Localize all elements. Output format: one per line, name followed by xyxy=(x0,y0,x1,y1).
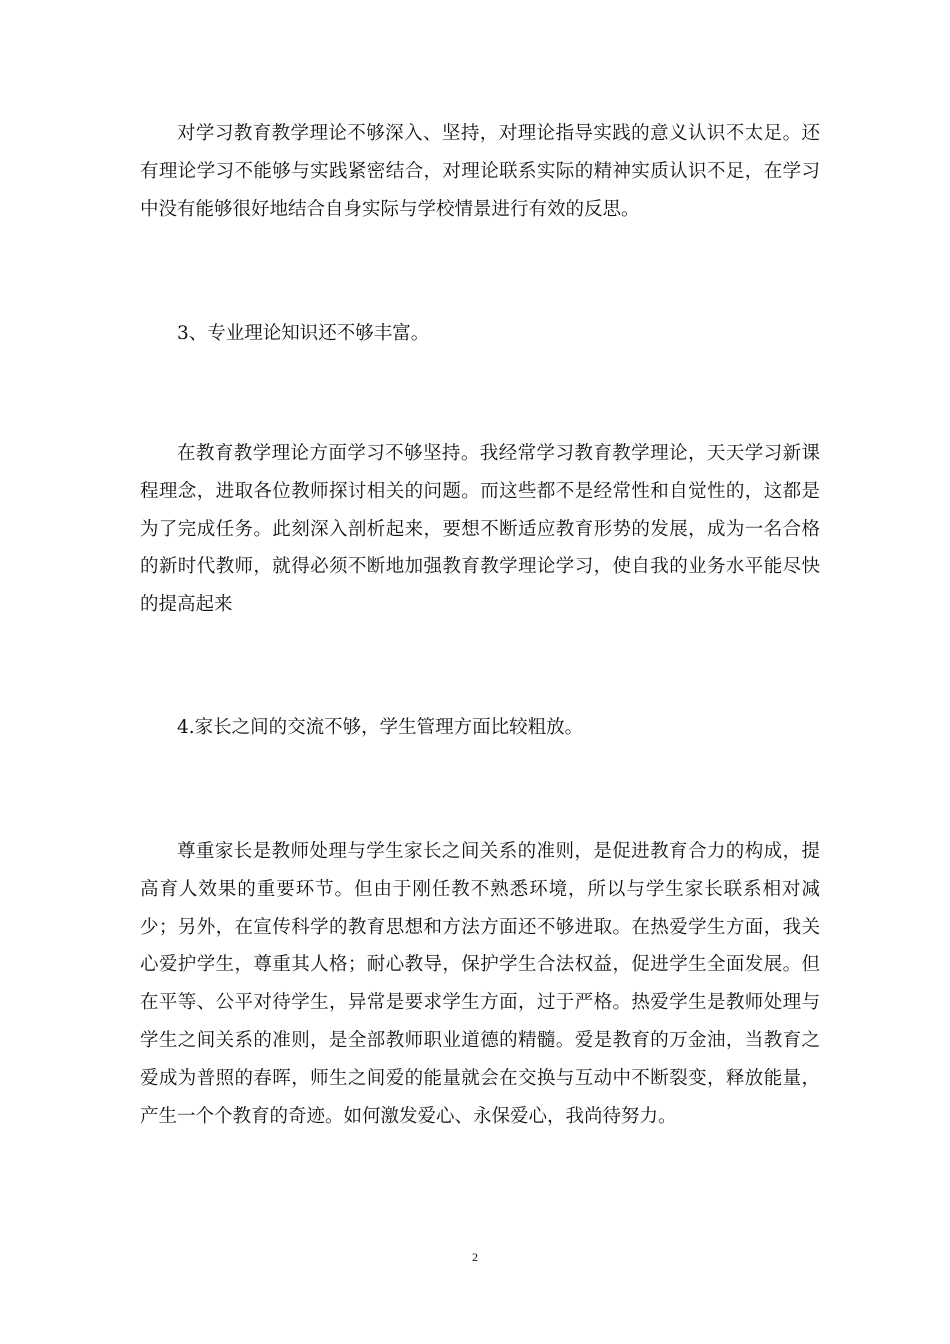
paragraph-parent-communication: 尊重家长是教师处理与学生家长之间关系的准则，是促进教育合力的构成，提高育人效果的重要环节。但由于刚任教不熟悉环境，所以与学生家长联系相对减少；另外，在宣传科学的教育思想和方法方面还不够进取。在热爱学生方面，我关心爱护学生，尊重其人格；耐心教导，保护学生合法权益，促进学生全面发展。但在平等、公平对待学生，异常是要求学生方面，过于严格。热爱学生是教师处理与学生之间关系的准则，是全部教师职业道德的精髓。爱是教育的万金油，当教育之爱成为普照的春晖，师生之间爱的能量就会在交换与互动中不断裂变，释放能量，产生一个个教育的奇迹。如何激发爱心、永保爱心，我尚待努力。 xyxy=(140,841,820,1127)
page-number: 2 xyxy=(472,1250,478,1264)
section-heading-4: 4.家长之间的交流不够，学生管理方面比较粗放。 xyxy=(177,717,584,738)
paragraph-theory-study: 对学习教育教学理论不够深入、坚持，对理论指导实践的意义认识不太足。还有理论学习不能够与实践紧密结合，对理论联系实际的精神实质认识不足，在学习中没有能够很好地结合自身实际与学校情景进行有效的反思。 xyxy=(140,123,820,220)
section-heading-3: 3、专业理论知识还不够丰富。 xyxy=(177,323,430,344)
paragraph-theory-persistence: 在教育教学理论方面学习不够坚持。我经常学习教育教学理论，天天学习新课程理念，进取各位教师探讨相关的问题。而这些都不是经常性和自觉性的，这都是为了完成任务。此刻深入剖析起来，要想不断适应教育形势的发展，成为一名合格的新时代教师，就得必须不断地加强教育教学理论学习，使自我的业务水平能尽快的提高起来 xyxy=(140,443,820,616)
